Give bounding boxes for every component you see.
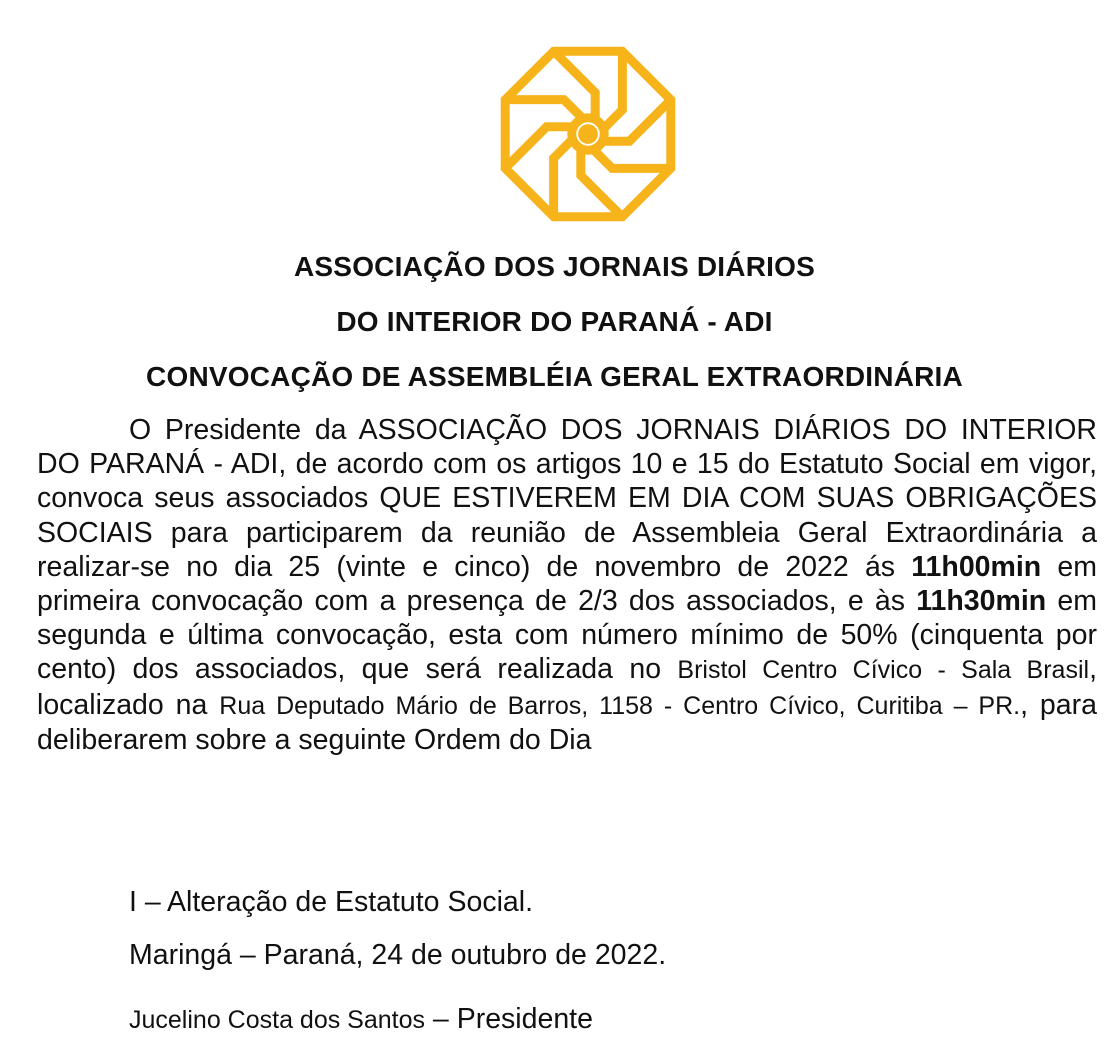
first-call-time: 11h00min [911, 550, 1042, 583]
body-text-part5: , para deliberarem sobre a seguinte Ordem do Dia [37, 688, 1097, 756]
venue-name: Bristol Centro Cívico - Sala Brasil [677, 656, 1090, 685]
second-call-time: 11h30min [916, 585, 1047, 618]
aperture-logo-icon [498, 44, 678, 224]
heading-association-line2: DO INTERIOR DO PARANÁ - ADI [336, 306, 773, 337]
signatory-name: Jucelino Costa dos Santos [129, 1006, 426, 1034]
venue-address: Rua Deputado Mário de Barros, 1158 - Centro Cívico, Curitiba – PR. [219, 691, 1021, 720]
body-text-part2: em primeira convocação com a presença de 2/3 dos associados, e às [37, 550, 1097, 618]
body-text-part3: em segunda e última convocação, esta com número mínimo de 50% (cinquenta por cento) dos associados, que será realizada no [37, 585, 1097, 686]
agenda-item-1: I – Alteração de Estatuto Social. [129, 886, 533, 918]
body-text-part1: O Presidente da ASSOCIAÇÃO DOS JORNAIS DIÁRIOS DO INTERIOR DO PARANÁ - ADI, de acordo com os artigos 10 e 15 do Estatuto Social em vigor, convoca seus associados QUE ESTIVEREM EM DIA COM SUAS OBRIGAÇÕES SOCIAIS para participarem da reunião de Assembleia Geral Extraordinária a realizar-se no dia 25 (vinte e cinco) de novembro de 2022 ás [37, 414, 1097, 583]
place-and-date: Maringá – Paraná, 24 de outubro de 2022. [129, 939, 667, 971]
heading-convocation-title: CONVOCAÇÃO DE ASSEMBLÉIA GERAL EXTRAORDINÁRIA [146, 361, 963, 392]
body-text-part4: , localizado na [37, 653, 1097, 721]
signature [129, 1002, 593, 1041]
signatory-title: – Presidente [425, 1003, 593, 1035]
convocation-body [37, 413, 1097, 757]
heading-association-line1: ASSOCIAÇÃO DOS JORNAIS DIÁRIOS [294, 251, 815, 282]
